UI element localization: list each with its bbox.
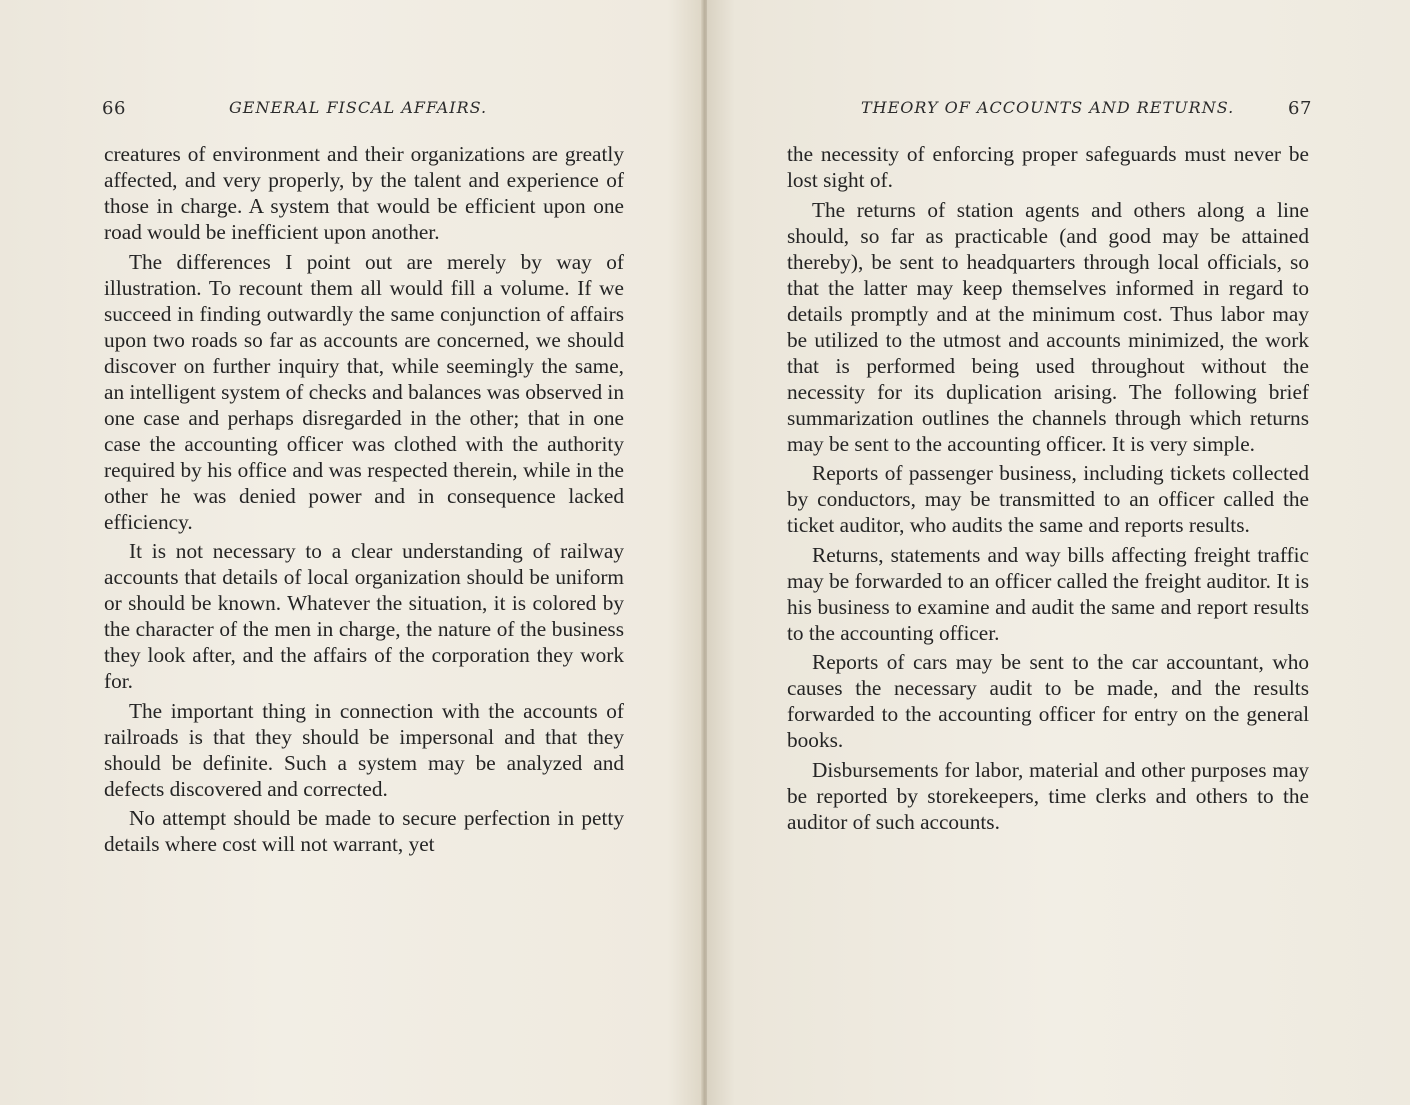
- paragraph: The returns of station agents and others along a line should, so far as practicable (and good may be attained thereby), be sent to headquarters through local officials, so that the latter may keep themselves informed in regard to details promptly and at the minimum cost. Thus labor may be utilized to the utmost and accounts minimized, the work that is performed being used throughout without the necessity for its duplication arising. The following brief summarization outlines the channels through which returns may be sent to the accounting officer. It is very simple.: [787, 197, 1309, 456]
- paragraph: Returns, statements and way bills affecting freight traffic may be forwarded to an officer called the freight auditor. It is his business to examine and audit the same and report results to the accounting officer.: [787, 542, 1309, 645]
- right-page-number: 67: [1288, 98, 1312, 119]
- right-running-head: THEORY OF ACCOUNTS AND RETURNS.: [861, 98, 1235, 117]
- paragraph: Disbursements for labor, material and other purposes may be reported by storekeepers, time clerks and others to the auditor of such accounts.: [787, 757, 1309, 834]
- paragraph: It is not necessary to a clear understanding of railway accounts that details of local organization should be uniform or should be known. Whatever the situation, it is colored by the character of the men in charge, the nature of the business they look after, and the affairs of the corporation they work for.: [104, 539, 624, 693]
- paragraph: The differences I point out are merely by way of illustration. To recount them all would fill a volume. If we succeed in finding outwardly the same conjunction of affairs upon two roads so far as accounts are concerned, we should discover on further inquiry that, while seemingly the same, an intelligent system of checks and balances was observed in one case and perhaps disregarded in the other; that in one case the accounting officer was clothed with the authority required by his office and was respected therein, while in the other he was denied power and in consequence lacked efficiency.: [104, 249, 624, 534]
- left-page: [0, 0, 703, 1105]
- right-page: [707, 0, 1410, 1105]
- left-page-text: [104, 141, 624, 861]
- paragraph: the necessity of enforcing proper safeguards must never be lost sight of.: [787, 142, 1309, 192]
- left-running-head: GENERAL FISCAL AFFAIRS.: [229, 98, 488, 117]
- paragraph: No attempt should be made to secure perfection in petty details where cost will not warrant, yet: [104, 806, 624, 856]
- paragraph: Reports of passenger business, including tickets collected by conductors, may be transmitted to an officer called the ticket auditor, who audits the same and reports results.: [787, 461, 1309, 537]
- paragraph: creatures of environment and their organizations are greatly affected, and very properly, by the talent and experience of those in charge. A system that would be efficient upon one road would be inefficient upon another.: [104, 142, 624, 244]
- paragraph: The important thing in connection with the accounts of railroads is that they should be impersonal and that they should be definite. Such a system may be analyzed and defects discovered and corrected.: [104, 698, 624, 801]
- right-page-text: [787, 141, 1309, 838]
- paragraph: Reports of cars may be sent to the car accountant, who causes the necessary audit to be made, and the results forwarded to the accounting officer for entry on the general books.: [787, 650, 1309, 752]
- left-page-number: 66: [102, 98, 126, 119]
